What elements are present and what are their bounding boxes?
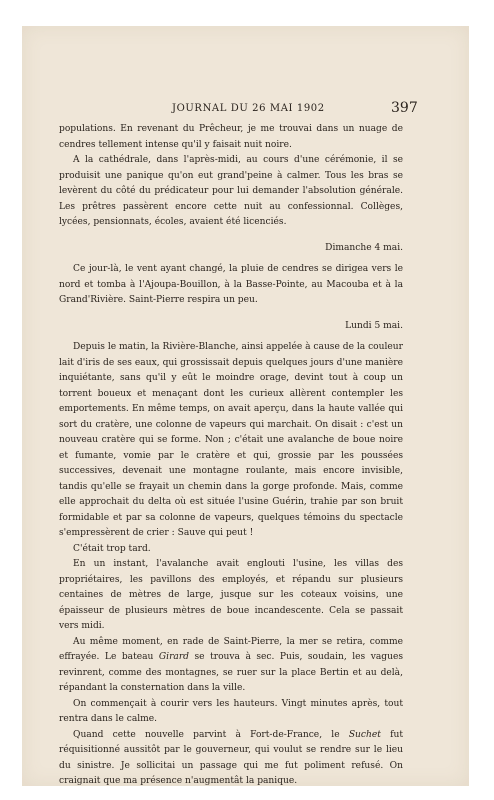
paragraph-7 [59, 635, 403, 697]
paragraph-7-part-2: se trouva à sec. Puis, soudain, les vagues revinrent, comme des montagnes, se ruer sur la place Bertin et au delà, répandant la consternation dans la ville. [59, 652, 403, 693]
paragraph-4: Depuis le matin, la Rivière-Blanche, ainsi appelée à cause de la couleur lait d'iris de ses eaux, qui grossissait depuis quelques jours d'une manière inquiétante, sans qu'il y eût le moindre orage, devint tout à coup un torrent boueux et menaçant dont les curieux allèrent contempler les emportements. En même temps, on avait aperçu, dans la haute vallée qui sort du cratère, une colonne de vapeurs qui marchait. On disait : c'est un nouveau cratère qui se forme. Non ; c'était une avalanche de boue noire et fumante, vomie par le cratère et qui, grossie par les poussées successives, devenait une montagne roulante, mais encore invisible, tandis qu'elle se frayait un chemin dans la gorge profonde. Mais, comme elle approchait du delta où est située l'usine Guérin, trahie par son bruit formidable et par sa colonne de vapeurs, quelques témoins du spectacle s'empressèrent de crier : Sauve qui peut ! [59, 342, 403, 538]
paragraph-9-part-2: fut réquisitionné aussitôt par le gouverneur, qui voulut se rendre sur le lieu du sinistre. Je sollicitai un passage qui me fut poliment refusé. On craignait que ma présence n'augmentât la panique. [59, 729, 403, 786]
running-title: JOURNAL DU 26 MAI 1902 [172, 103, 325, 114]
paragraph-6: En un instant, l'avalanche avait englouti l'usine, les villas des propriétaires, les pavillons des employés, et répandu sur plusieurs centaines de mètres de large, jusque sur les coteaux voisins, une épaisseur de plusieurs mètres de boue incandescente. Cela se passait vers midi. [59, 559, 403, 631]
running-header [0, 100, 494, 119]
paragraph-7-part-1: Au même moment, en rade de Saint-Pierre, la mer se retira, comme effrayée. Le bateau [59, 636, 403, 662]
paragraph-8: On commençait à courir vers les hauteurs. Vingt minutes après, tout rentra dans le calme. [59, 698, 403, 724]
page-number: 397 [391, 100, 418, 116]
paragraph-2: A la cathédrale, dans l'après-midi, au cours d'une cérémonie, il se produisit une panique qu'on eut grand'peine à calmer. Tous les bras se levèrent du côté du prédicateur pour lui demander l'absolution générale. Les prêtres passèrent encore cette nuit au confessionnal. Collèges, lycées, pensionnats, écoles, avaient été licenciés. [59, 155, 403, 227]
spacer [59, 309, 403, 319]
ship-name-suchet: Suchet [348, 729, 381, 740]
paragraph-9-part-1: Quand cette nouvelle parvint à Fort-de-France, le [73, 729, 349, 740]
paragraph-5: C'était trop tard. [73, 543, 151, 554]
ship-name-girard: Girard [158, 652, 190, 662]
paragraph-9 [59, 728, 403, 790]
spacer [59, 231, 403, 241]
date-sunday: Dimanche 4 mai. [325, 242, 403, 253]
paragraph-3: Ce jour-là, le vent ayant changé, la pluie de cendres se dirigea vers le nord et tomba à l'Ajoupa-Bouillon, à la Basse-Pointe, au Macouba et à la Grand'Rivière. Saint-Pierre respira un peu. [59, 264, 403, 305]
paragraph-1: populations. En revenant du Prêcheur, je me trouvai dans un nuage de cendres tellement intense qu'il y faisait nuit noire. [59, 124, 403, 150]
body-text [59, 122, 403, 790]
date-monday: Lundi 5 mai. [345, 320, 403, 331]
